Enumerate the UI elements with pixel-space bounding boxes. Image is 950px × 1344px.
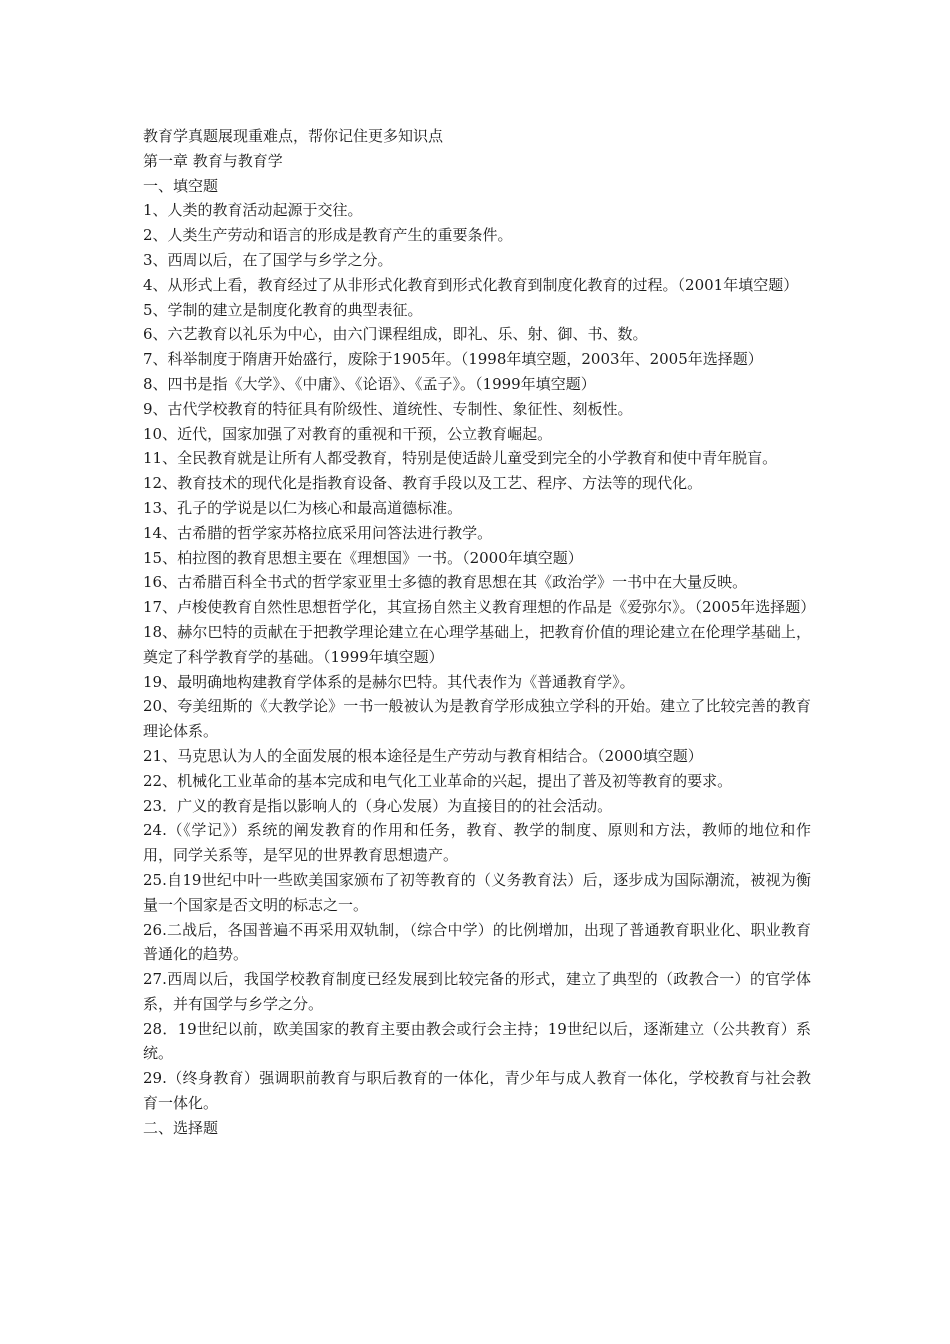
- list-item: 10、近代，国家加强了对教育的重视和干预，公立教育崛起。: [143, 424, 553, 443]
- list-item: 14、古希腊的哲学家苏格拉底采用问答法进行教学。: [143, 523, 493, 542]
- list-item: 15、柏拉图的教育思想主要在《理想国》一书。（2000年填空题）: [143, 548, 583, 567]
- section-heading-fill-in: 一、填空题: [143, 176, 219, 195]
- list-item: 29.（终身教育）强调职前教育与职后教育的一体化，青少年与成人教育一体化，学校教育与社会教育一体化。: [143, 1069, 811, 1113]
- list-item: 17、卢梭使教育自然性思想哲学化，其宣扬自然主义教育理想的作品是《爱弥尔》。（2005年选择题）: [143, 598, 816, 617]
- list-item: 4、从形式上看，教育经过了从非形式化教育到形式化教育到制度化教育的过程。（2001年填空题）: [143, 275, 799, 294]
- document-title: 教育学真题展现重难点，帮你记住更多知识点: [143, 127, 444, 145]
- list-item: 21、马克思认为人的全面发展的根本途径是生产劳动与教育相结合。（2000填空题）: [143, 746, 703, 765]
- chapter-heading: 第一章 教育与教育学: [143, 151, 283, 170]
- list-item: 7、科举制度于隋唐开始盛行，废除于1905年。（1998年填空题，2003年、2005年选择题）: [143, 350, 763, 369]
- list-item: 16、古希腊百科全书式的哲学家亚里士多德的教育思想在其《政治学》一书中在大量反映。: [143, 573, 748, 592]
- list-item: 27.西周以后，我国学校教育制度已经发展到比较完备的形式，建立了典型的（政教合一）的官学体系，并有国学与乡学之分。: [143, 970, 811, 1013]
- list-item: 9、古代学校教育的特征具有阶级性、道统性、专制性、象征性、刻板性。: [143, 399, 633, 418]
- list-item: 22、机械化工业革命的基本完成和电气化工业革命的兴起，提出了普及初等教育的要求。: [143, 771, 733, 790]
- list-item: 6、六艺教育以礼乐为中心，由六门课程组成，即礼、乐、射、御、书、数。: [143, 325, 648, 344]
- list-item: 25.自19世纪中叶一些欧美国家颁布了初等教育的（义务教育法）后，逐步成为国际潮流，被视为衡量一个国家是否文明的标志之一。: [143, 870, 811, 914]
- list-item: 13、孔子的学说是以仁为核心和最高道德标准。: [143, 498, 463, 517]
- list-item: 20、夸美纽斯的《大教学论》一书一般被认为是教育学形成独立学科的开始。建立了比较完善的教育理论体系。: [143, 697, 811, 741]
- list-item: 26.二战后，各国普遍不再采用双轨制，（综合中学）的比例增加，出现了普通教育职业化、职业教育普通化的趋势。: [143, 920, 811, 964]
- list-item: 1、人类的教育活动起源于交往。: [143, 201, 363, 220]
- list-item: 2、人类生产劳动和语言的形成是教育产生的重要条件。: [143, 226, 513, 245]
- list-item: 19、最明确地构建教育学体系的是赫尔巴特。其代表作为《普通教育学》。: [143, 672, 635, 691]
- list-item: 18、赫尔巴特的贡献在于把教学理论建立在心理学基础上，把教育价值的理论建立在伦理学基础上，奠定了科学教育学的基础。（1999年填空题）: [143, 622, 811, 666]
- list-item: 24.（《学记》）系统的阐发教育的作用和任务，教育、教学的制度、原则和方法，教师的地位和作用，同学关系等，是罕见的世界教育思想遗产。: [143, 821, 811, 865]
- section-heading-multiple-choice: 二、选择题: [143, 1118, 219, 1137]
- list-item: 12、教育技术的现代化是指教育设备、教育手段以及工艺、程序、方法等的现代化。: [143, 474, 703, 493]
- list-item: 23．广义的教育是指以影响人的（身心发展）为直接目的的社会活动。: [143, 796, 613, 815]
- list-item: 11、全民教育就是让所有人都受教育，特别是使适龄儿童受到完全的小学教育和使中青年脱盲。: [143, 449, 778, 468]
- list-item: 8、四书是指《大学》、《中庸》、《论语》、《孟子》。（1999年填空题）: [143, 374, 596, 393]
- list-item: 5、学制的建立是制度化教育的典型表征。: [143, 300, 423, 319]
- list-item: 3、西周以后，在了国学与乡学之分。: [143, 250, 393, 269]
- document-page: [143, 124, 816, 1141]
- list-item: 28．19世纪以前，欧美国家的教育主要由教会或行会主持；19世纪以后，逐渐建立（公共教育）系统。: [143, 1019, 811, 1063]
